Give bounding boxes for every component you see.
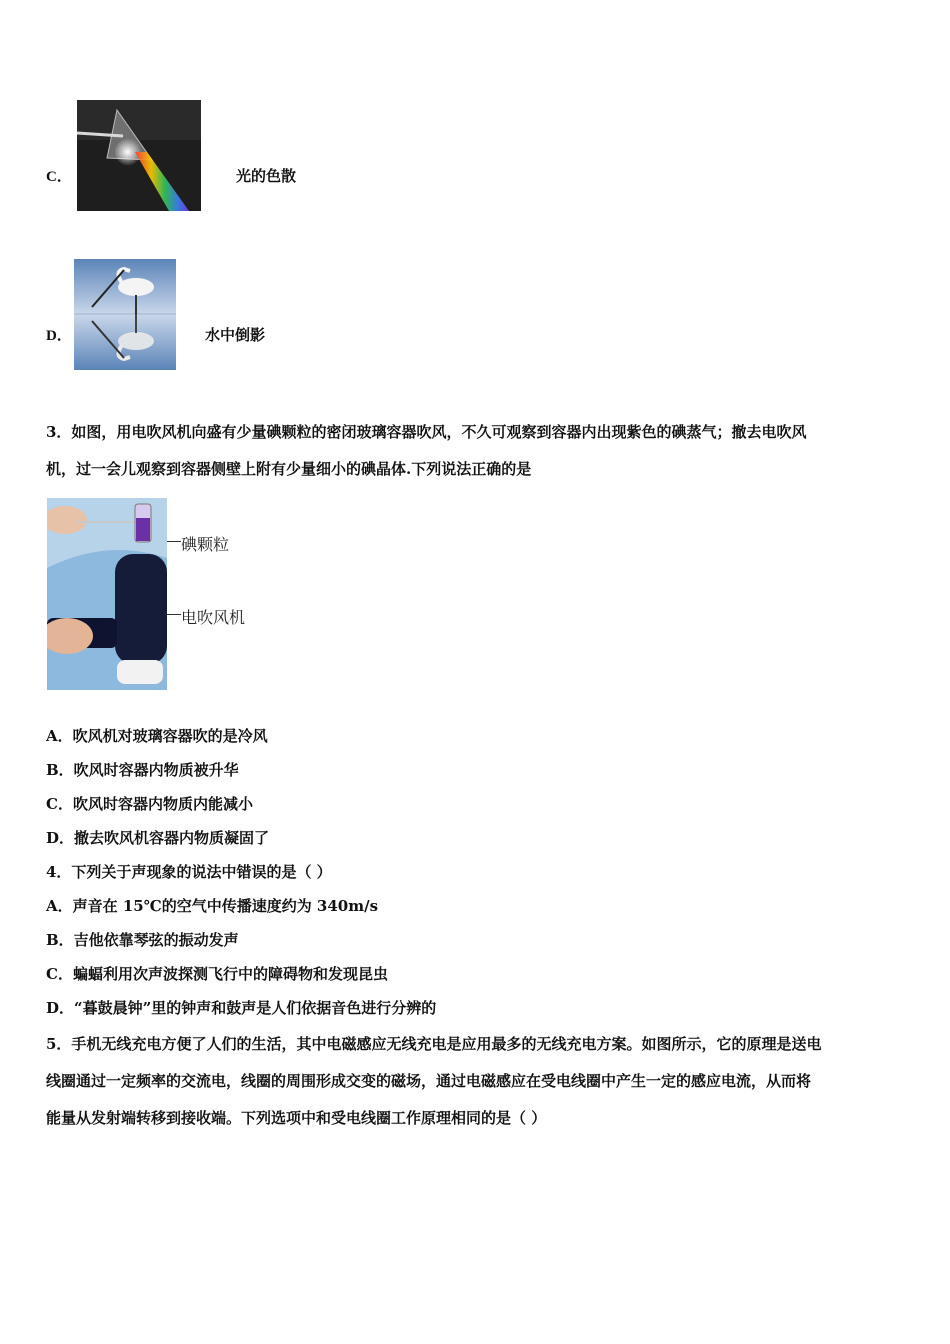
q3-stem-line-2: 机，过一会儿观察到容器侧壁上附有少量细小的碘晶体.下列说法正确的是 <box>46 460 532 478</box>
option-c-caption: 光的色散 <box>236 167 297 185</box>
q3-option-b: B．吹风时容器内物质被升华 <box>46 761 239 779</box>
q5-stem-line-3: 能量从发射端转移到接收端。下列选项中和受电线圈工作原理相同的是（ ） <box>46 1109 547 1127</box>
q3-stem-line-1: 3．如图，用电吹风机向盛有少量碘颗粒的密闭玻璃容器吹风，不久可观察到容器内出现紫色的碘蒸气；撤去电吹风 <box>46 423 807 441</box>
q4-option-b: B．吉他依靠琴弦的振动发声 <box>46 931 239 949</box>
q3-option-d: D．撤去吹风机容器内物质凝固了 <box>46 829 270 847</box>
q4-stem: 4．下列关于声现象的说法中错误的是（ ） <box>46 863 332 881</box>
q4-option-d: D．“暮鼓晨钟”里的钟声和鼓声是人们依据音色进行分辨的 <box>46 999 437 1017</box>
option-d-caption: 水中倒影 <box>205 326 266 344</box>
iodine-pointer-line <box>167 541 181 542</box>
q5-stem-line-2: 线圈通过一定频率的交流电，线圈的周围形成交变的磁场，通过电磁感应在受电线圈中产生一定的感应电流，从而将 <box>46 1072 812 1090</box>
option-d-letter: D． <box>46 328 72 344</box>
q3-option-a: A．吹风机对玻璃容器吹的是冷风 <box>46 727 268 745</box>
dryer-label: 电吹风机 <box>181 610 246 627</box>
q3-option-c: C．吹风时容器内物质内能减小 <box>46 795 253 813</box>
q4-option-a: A．声音在 15℃的空气中传播速度约为 340m/s <box>46 897 379 915</box>
dryer-pointer-line <box>167 614 181 615</box>
prism-dispersion-image <box>77 100 201 211</box>
q5-stem-line-1: 5．手机无线充电方便了人们的生活，其中电磁感应无线充电是应用最多的无线充电方案。如图所示，它的原理是送电 <box>46 1035 822 1053</box>
option-c-letter: C． <box>46 169 72 185</box>
heron-reflection-image <box>74 259 176 370</box>
iodine-label: 碘颗粒 <box>181 537 230 554</box>
hair-dryer-iodine-image <box>47 498 167 690</box>
q4-option-c: C．蝙蝠利用次声波探测飞行中的障碍物和发现昆虫 <box>46 965 388 983</box>
